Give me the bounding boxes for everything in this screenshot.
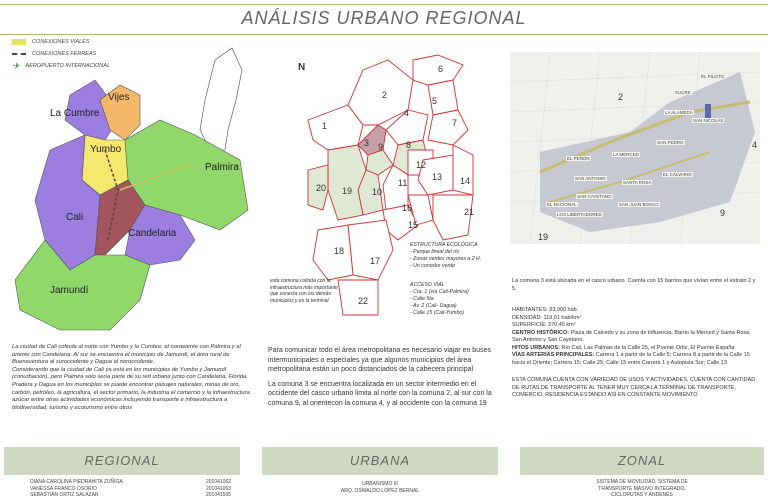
acceso-item: - Calle 15 (Cali-Yumbo) bbox=[410, 310, 465, 316]
landmark-marker bbox=[705, 104, 711, 118]
stat-habitantes: HABITANTES: 33,900 hab. bbox=[512, 307, 579, 313]
map-label-vijes: Vijes bbox=[108, 92, 130, 103]
page-title: ANÁLISIS URBANO REGIONAL bbox=[241, 8, 527, 28]
student-name: DIANA CAROLINA PIEDRAHITA ZUÑIGA bbox=[30, 479, 123, 485]
comuna-label-17: 17 bbox=[370, 256, 381, 266]
map-label-palmira: Palmira bbox=[205, 162, 239, 173]
barrio-label: EL PILOTO bbox=[701, 74, 725, 79]
comuna-label-20: 20 bbox=[316, 183, 327, 193]
zonal-intro: La comuna 3 está ubicada en el casco urbano. Cuenta con 15 barrios que vivían entre el estrato 2 y 5. bbox=[512, 278, 756, 292]
comuna-label-14: 14 bbox=[460, 176, 471, 186]
comuna-label-4: 4 bbox=[404, 108, 410, 118]
student-codes bbox=[206, 479, 231, 499]
comuna-label-7: 7 bbox=[452, 118, 458, 128]
comuna-14 bbox=[453, 145, 473, 195]
comuna-label-18: 18 bbox=[334, 246, 345, 256]
map-label-cali: Cali bbox=[66, 212, 84, 223]
stat-densidad: DENSIDAD: 119,01 hab/km² bbox=[512, 314, 582, 321]
barrio-label: EL CALVARIO bbox=[663, 172, 692, 177]
student-code: 201041062 bbox=[206, 479, 232, 485]
urban-paragraph-1: Para comunicar todo el área metropolitana es necesario viajar en buses intermunicipales o especiales ya que algunos municipios del área metropolitana están un poco distanciados de la cabecera principal bbox=[268, 347, 491, 373]
barrio-label: SANTA ROSA bbox=[623, 180, 652, 185]
acceso-item: - Cra. 1 (vía Cali-Palmira) bbox=[410, 289, 469, 295]
system-line: SISTEMA DE MOVILIDAD, SISTEMA DE bbox=[596, 479, 688, 485]
regional-paragraph-1: La ciudad de Cali colinda al norte con Yumbo y la Cumbre, al noroeiente con Palmira y al oriente con Candelaria. Al sur se encuentra el municipio de Jamundí, el área rural de Buenaventura al suroccidente y Dagua al noroccidente. bbox=[12, 344, 241, 366]
legend-item-ferreas: CONEXIONES FÉRREAS bbox=[12, 48, 110, 60]
barrio-label: SUCRE bbox=[675, 90, 691, 95]
comuna-label-3: 3 bbox=[364, 138, 370, 148]
estructura-item: - Zonas verdes mayores a 2 H. bbox=[410, 256, 482, 262]
barrio-label: LOS LIBERTADORES bbox=[557, 212, 602, 217]
map-label-yumbo: Yumbo bbox=[90, 144, 122, 155]
comuna-label-2: 2 bbox=[382, 90, 388, 100]
section-urbana: URBANA bbox=[262, 447, 498, 475]
student-name: VANESSA FRANCO OSORIO bbox=[30, 485, 97, 492]
acceso-item: - Calle 5ta bbox=[410, 296, 434, 302]
barrio-label: SAN CAYETANO bbox=[577, 194, 612, 199]
comuna-label-11: 11 bbox=[398, 178, 408, 188]
barrio-label: SAN JUAN BOSCO bbox=[619, 202, 659, 207]
hitos-text: Río Cali, Las Palmas de la Calle 25, el Puente Ortiz, El Puente España bbox=[561, 344, 735, 351]
estructura-title: ESTRUCTURA ECOLÓGICA bbox=[410, 242, 478, 248]
comuna-label-16: 16 bbox=[402, 203, 413, 213]
barrio-label: EL NACIONAL bbox=[547, 202, 577, 207]
barrio-label: SAN NICOLÁS bbox=[693, 118, 724, 123]
zonal-closing: ESTA COMUNA CUENTA CON VARIEDAD DE USOS Y ACTIVIDADES, CUENTA CON CANTIDAD DE RUTAS DE TRANSPORTE AL TENER MUY CERCA LA TERMINAL DE TRANSPORTE, COMERCIO, RESIDENCIA ESTANDO ASÍ EN CONSTANTE MOVIMIENTO bbox=[512, 377, 756, 398]
north-arrow-icon: N bbox=[298, 62, 306, 73]
stat-superficie: SUPERFICIE: 370,45 km² bbox=[512, 322, 576, 328]
regional-paragraph-2: Considerando que la ciudad de Cali ya está en los municipios de Yumbo y Jamundí (conurbación), pero Palmira solo sería parte de su red urbana junto con Candelaria, Florida, Pradera y Dagua en los municipios se puede encontrar paisajes naturales, minas de oro, carbón, petróleo, la agricultura, el sector primario, la industria el comercio y la infraestructura azúcar entre otras actividades económicas incluyendo transporte e infraestructura a biodiversidad, turismo y ecoturismo entre otros bbox=[12, 366, 250, 411]
professor-name: ARQ. OSWALDO LOPEZ BERNAL bbox=[340, 487, 420, 494]
comuna-label-12: 12 bbox=[416, 160, 427, 170]
student-code: 201041505 bbox=[206, 492, 232, 498]
vias-text: Carrera 1 a partir de la Calle 5; Carrera 8 a partir de la Calle 15 hacia el Oriente; Carrera 15; Calle 25; Calle 15 entre Carrera 1 y Autopista Sur; Calle 13 bbox=[512, 352, 750, 366]
comuna-label-13: 13 bbox=[432, 172, 443, 182]
comuna-label-15: 15 bbox=[408, 220, 419, 230]
estructura-item: - Un corredor verde bbox=[410, 263, 455, 269]
comuna-number: 4 bbox=[752, 140, 758, 150]
comuna-label-1: 1 bbox=[322, 121, 328, 131]
section-regional: REGIONAL bbox=[4, 447, 240, 475]
comuna-label-19: 19 bbox=[342, 186, 353, 196]
map-label-jamundi: Jamundí bbox=[50, 285, 89, 296]
acceso-title: ACCESO VIAL bbox=[410, 282, 445, 288]
comuna-label-22: 22 bbox=[358, 296, 369, 306]
comuna-18 bbox=[313, 225, 353, 280]
centro-label: CENTRO HISTÓRICO: bbox=[512, 329, 570, 336]
comuna-label-10: 10 bbox=[372, 187, 383, 197]
student-code: 201041063 bbox=[206, 485, 232, 492]
comuna-number: 9 bbox=[720, 208, 726, 218]
legend-item-viales: CONEXIONES VIALES bbox=[12, 36, 110, 48]
centro-text: Plaza de Caicedo y su zona de influencia, Barrio la Merced y Santa Rosa, San Antonio y San Cayetano. bbox=[512, 329, 751, 343]
urban-paragraph-2: La comuna 3 se encuentra localizada en un sector intermedio en el occidente del casco urbano limita al norte con la comuna 2, al sur con la comuna 9, al orientecon la comuna 4, y al occidente con la comuna 19 bbox=[268, 380, 492, 407]
student-names bbox=[30, 479, 123, 499]
comuna-note: esta comuna colinda con la infraestructura más importante que conecta con los demás municipios y es la terminal bbox=[270, 278, 338, 304]
section-zonal: ZONAL bbox=[520, 447, 764, 475]
comuna-label-8: 8 bbox=[406, 140, 412, 150]
acceso-item: - Av. 2 (Cali- Dagua) bbox=[410, 303, 457, 309]
hitos-label: HITOS URBANOS: bbox=[512, 344, 560, 351]
comuna-label-9: 9 bbox=[378, 142, 384, 152]
barrio-label: LA MERCED bbox=[613, 152, 640, 157]
comuna-number: 2 bbox=[618, 92, 624, 102]
map-label-la-cumbre: La Cumbre bbox=[50, 108, 100, 119]
barrio-label: SAN ANTONIO bbox=[575, 176, 606, 181]
system-line: CICLORUTAS Y ANDENES bbox=[611, 492, 673, 498]
comuna-label-6: 6 bbox=[438, 64, 444, 74]
comuna-number: 19 bbox=[538, 232, 549, 242]
barrio-label: SAN PEDRO bbox=[657, 140, 684, 145]
outline-north bbox=[200, 48, 242, 150]
course-name: URBANISMO III bbox=[362, 481, 398, 487]
legend-item-aeropuerto: ✈ AEROPUERTO INTERNACIONAL bbox=[12, 60, 110, 71]
comuna-17 bbox=[348, 220, 393, 280]
comuna-label-5: 5 bbox=[432, 96, 438, 106]
system-line: TRANSPORTE MASIVO INTEGRADO, bbox=[598, 485, 686, 492]
vias-label: VÍAS ARTERIAS PRINCIPALES: bbox=[512, 352, 595, 358]
comuna-label-21: 21 bbox=[464, 207, 475, 217]
comuna-19 bbox=[328, 145, 366, 220]
regional-map bbox=[0, 40, 250, 340]
comuna-7 bbox=[428, 110, 468, 145]
map-label-candelaria: Candelaria bbox=[128, 228, 177, 239]
barrio-label: EL PEÑÓN bbox=[567, 156, 590, 161]
comuna-21 bbox=[433, 195, 473, 240]
airplane-icon: ✈ bbox=[12, 60, 20, 71]
student-name: SEBASTIÁN ORTIZ SALAZAR bbox=[30, 492, 99, 498]
barrio-label: LA ALAMEDA bbox=[665, 110, 693, 115]
estructura-item: - Parque lineal del río bbox=[410, 249, 460, 255]
